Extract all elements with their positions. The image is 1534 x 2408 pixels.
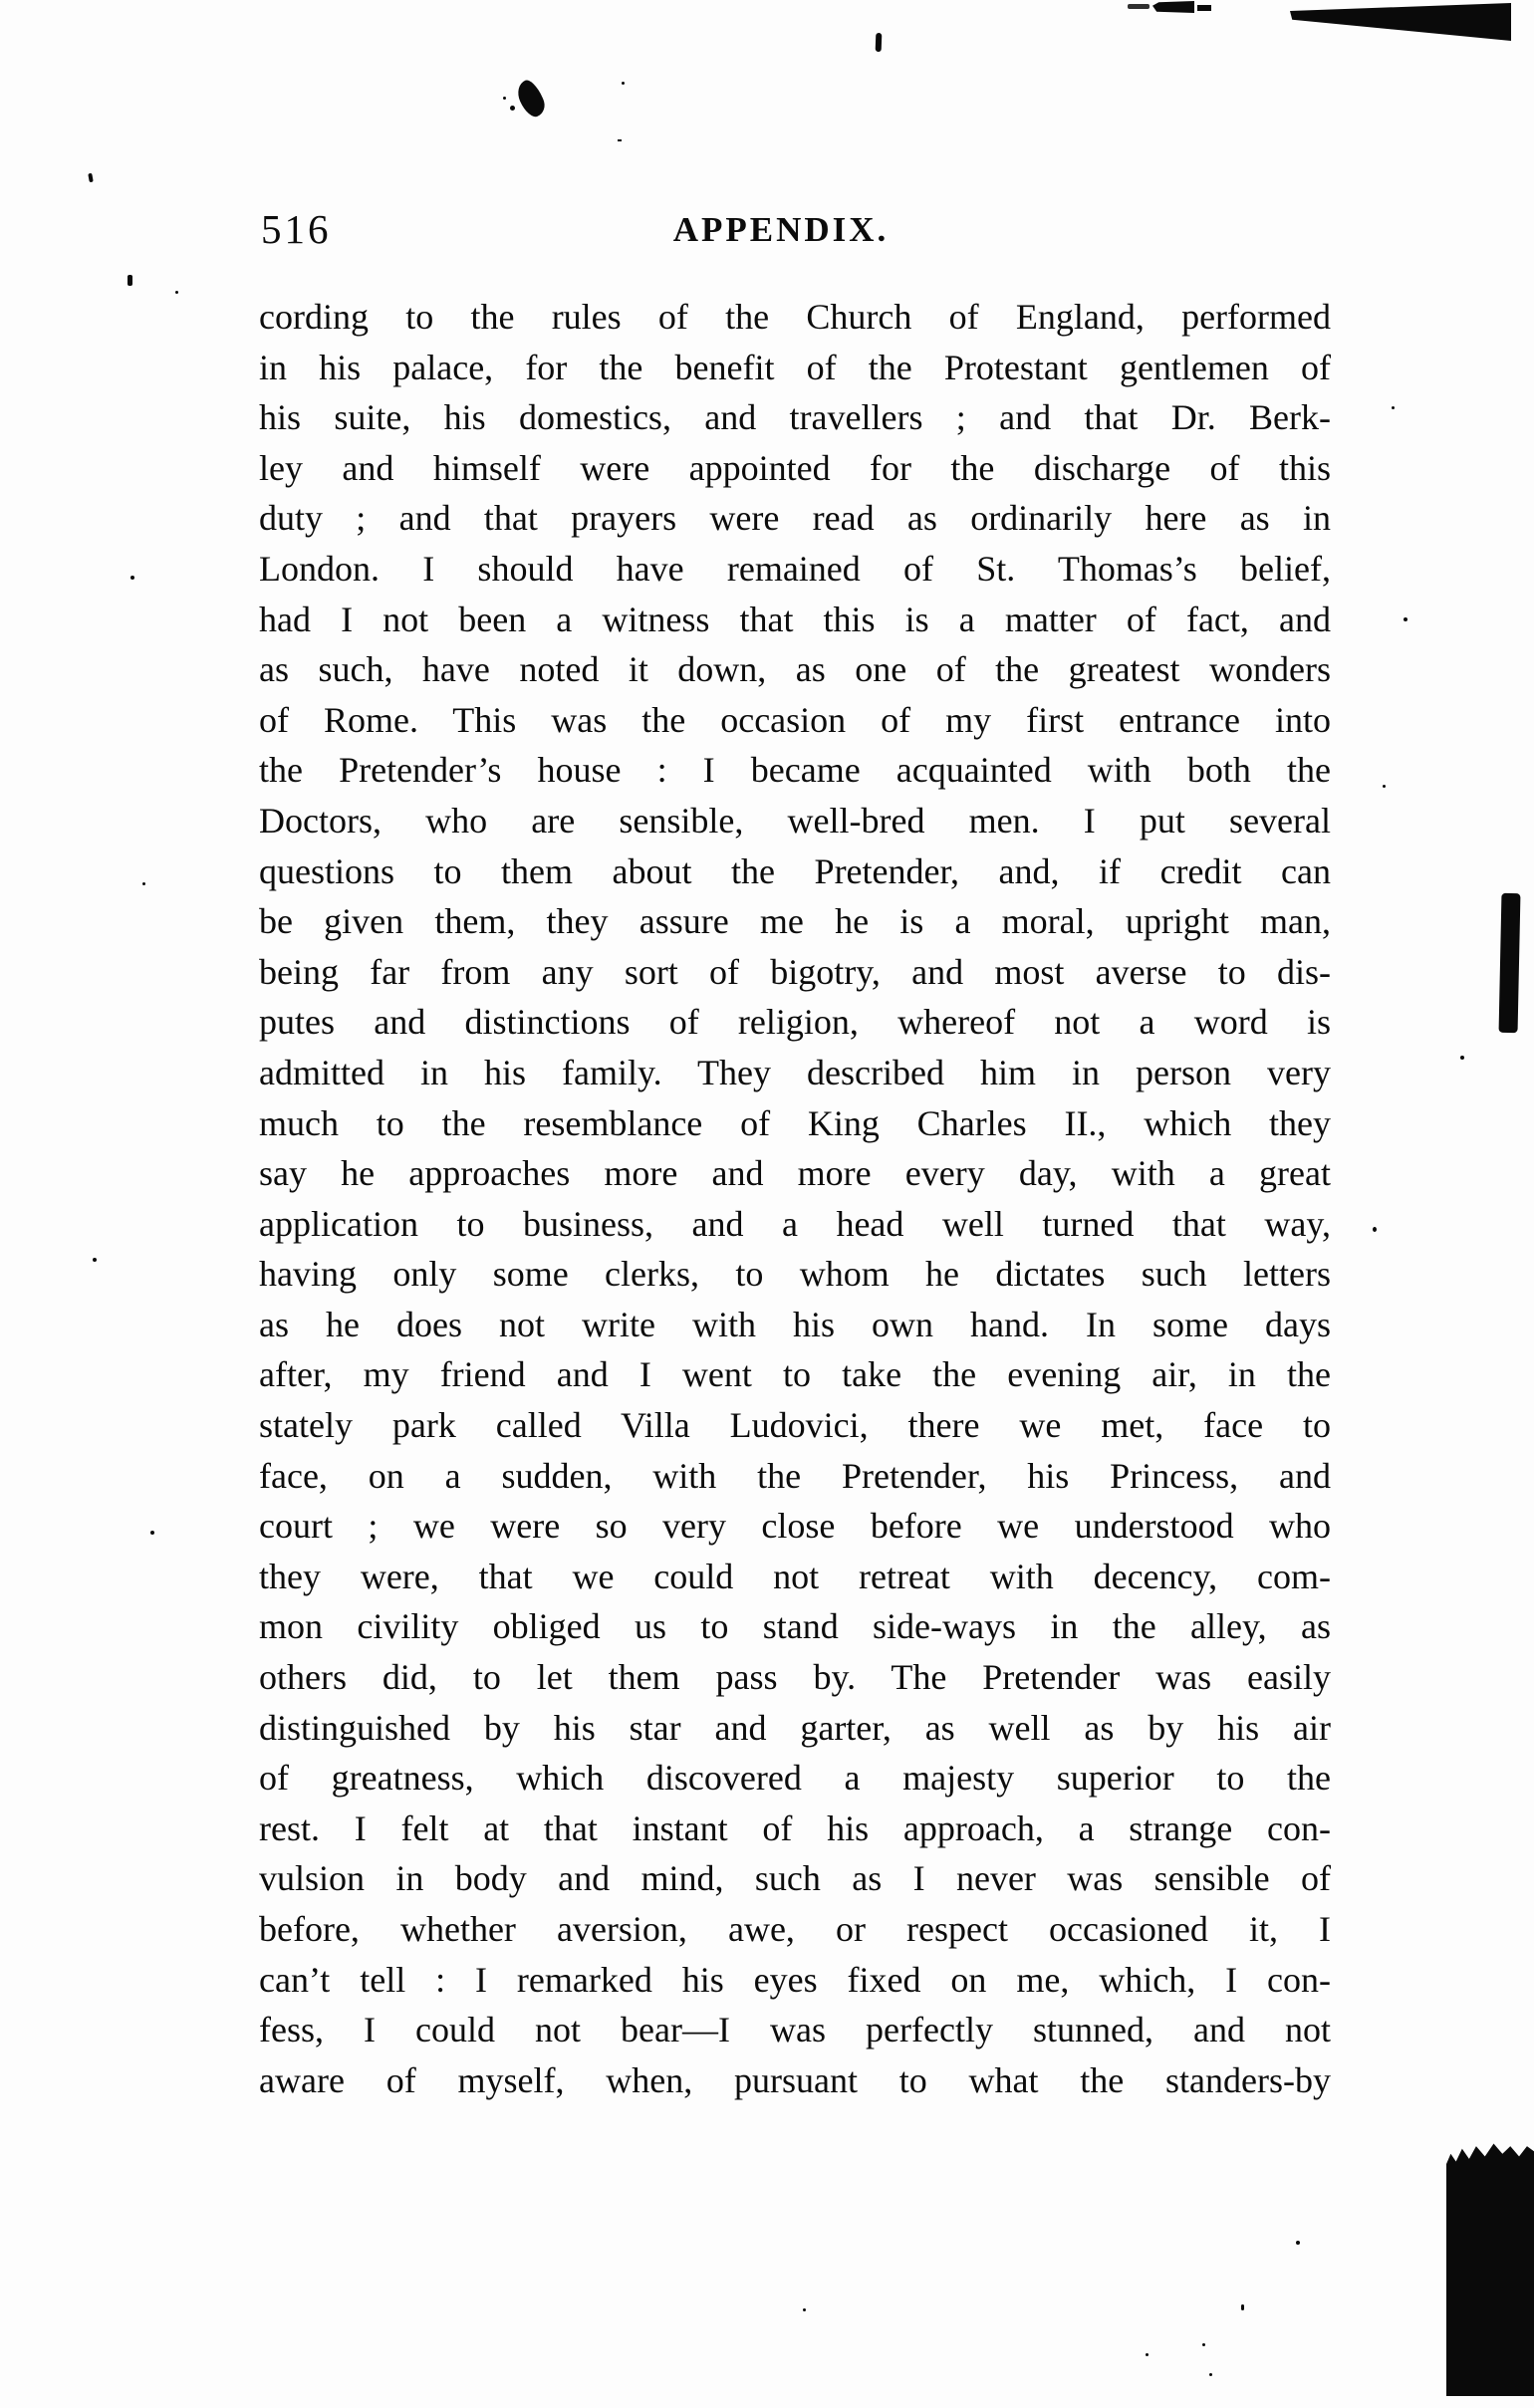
ink-speck <box>503 97 506 100</box>
text-line: say he approaches more and more every day, with a great <box>259 1153 1331 1194</box>
ink-speck <box>88 173 94 183</box>
text-line: being far from any sort of bigotry, and most averse to dis- <box>259 951 1331 992</box>
text-line: putes and distinctions of religion, whereof not a word is <box>259 1002 1331 1043</box>
ink-speck <box>1296 2241 1300 2245</box>
text-line: of Rome. This was the occasion of my first entrance into <box>259 699 1331 740</box>
text-line: mon civility obliged us to stand side-ways in the alley, as <box>259 1606 1331 1647</box>
text-line: questions to them about the Pretender, and, if credit can <box>259 850 1331 891</box>
text-line: London. I should have remained of St. Thomas’s belief, <box>259 548 1331 589</box>
ink-speck <box>1373 1227 1377 1232</box>
text-line: aware of myself, when, pursuant to what the standers-by <box>259 2059 1331 2100</box>
ink-speck <box>130 576 134 580</box>
page-header <box>259 207 1331 257</box>
scan-blob-bottom-right <box>1446 2141 1534 2396</box>
ink-speck <box>1392 406 1395 409</box>
scan-smudge-dashes <box>1128 4 1150 9</box>
text-line: the Pretender’s house : I became acquainted with both the <box>259 750 1331 791</box>
ink-speck <box>1460 1056 1464 1060</box>
text-line: in his palace, for the benefit of the Protestant gentlemen of <box>259 347 1331 387</box>
text-line: as such, have noted it down, as one of the greatest wonders <box>259 649 1331 690</box>
text-line: be given them, they assure me he is a moral, upright man, <box>259 901 1331 942</box>
text-line: they were, that we could not retreat with decency, com- <box>259 1556 1331 1596</box>
text-line: fess, I could not bear—I was perfectly stunned, and not <box>259 2010 1331 2050</box>
ink-speck <box>1383 785 1386 788</box>
ink-tick <box>876 33 883 52</box>
scan-smudge-top-right-wedge <box>1290 3 1511 43</box>
text-line: stately park called Villa Ludovici, there we met, face to <box>259 1405 1331 1446</box>
ink-speck <box>175 291 178 294</box>
text-line: application to business, and a head well turned that way, <box>259 1203 1331 1244</box>
text-line: face, on a sudden, with the Pretender, his Princess, and <box>259 1455 1331 1496</box>
ink-speck <box>1209 2373 1212 2376</box>
ink-speck <box>128 275 132 286</box>
text-line: had I not been a witness that this is a matter of fact, and <box>259 599 1331 639</box>
text-line: as he does not write with his own hand. In some days <box>259 1304 1331 1344</box>
text-line: after, my friend and I went to take the evening air, in the <box>259 1354 1331 1395</box>
page-number: 516 <box>261 206 332 252</box>
ink-speck <box>803 2308 806 2311</box>
body-text <box>259 292 1331 2105</box>
text-line: duty ; and that prayers were read as ordinarily here as in <box>259 498 1331 539</box>
text-line: his suite, his domestics, and travellers ; and that Dr. Berk- <box>259 397 1331 438</box>
scan-bar-right-edge <box>1499 893 1521 1033</box>
text-line: of greatness, which discovered a majesty superior to the <box>259 1758 1331 1799</box>
text-line: ley and himself were appointed for the discharge of this <box>259 447 1331 488</box>
text-line: before, whether aversion, awe, or respect occasioned it, I <box>259 1909 1331 1949</box>
text-line: cording to the rules of the Church of England, performed <box>259 297 1331 337</box>
ink-speck <box>142 882 145 885</box>
text-line: rest. I felt at that instant of his approach, a strange con- <box>259 1807 1331 1848</box>
text-line: having only some clerks, to whom he dictates such letters <box>259 1254 1331 1295</box>
text-line: Doctors, who are sensible, well-bred men. I put several <box>259 800 1331 841</box>
text-line: can’t tell : I remarked his eyes fixed on me, which, I con- <box>259 1959 1331 2000</box>
ink-speck <box>1404 617 1407 621</box>
text-line: others did, to let them pass by. The Pretender was easily <box>259 1657 1331 1698</box>
ink-speck <box>150 1531 154 1535</box>
ink-blot <box>513 77 549 120</box>
ink-speck <box>510 106 515 111</box>
ink-speck <box>1241 2304 1244 2310</box>
ink-speck <box>1146 2353 1149 2356</box>
ink-speck <box>1202 2343 1205 2346</box>
text-line: admitted in his family. They described him in person very <box>259 1052 1331 1092</box>
text-line: distinguished by his star and garter, as well as by his air <box>259 1707 1331 1748</box>
scan-smudge-blob <box>1152 1 1194 13</box>
running-head: APPENDIX. <box>672 210 890 249</box>
text-line: much to the resemblance of King Charles II., which they <box>259 1102 1331 1143</box>
ink-speck <box>93 1258 97 1262</box>
scan-smudge-dot <box>1197 5 1211 11</box>
text-line: court ; we were so very close before we understood who <box>259 1506 1331 1547</box>
text-line: vulsion in body and mind, such as I never was sensible of <box>259 1858 1331 1899</box>
ink-speck <box>622 82 625 85</box>
ink-speck <box>618 139 622 141</box>
